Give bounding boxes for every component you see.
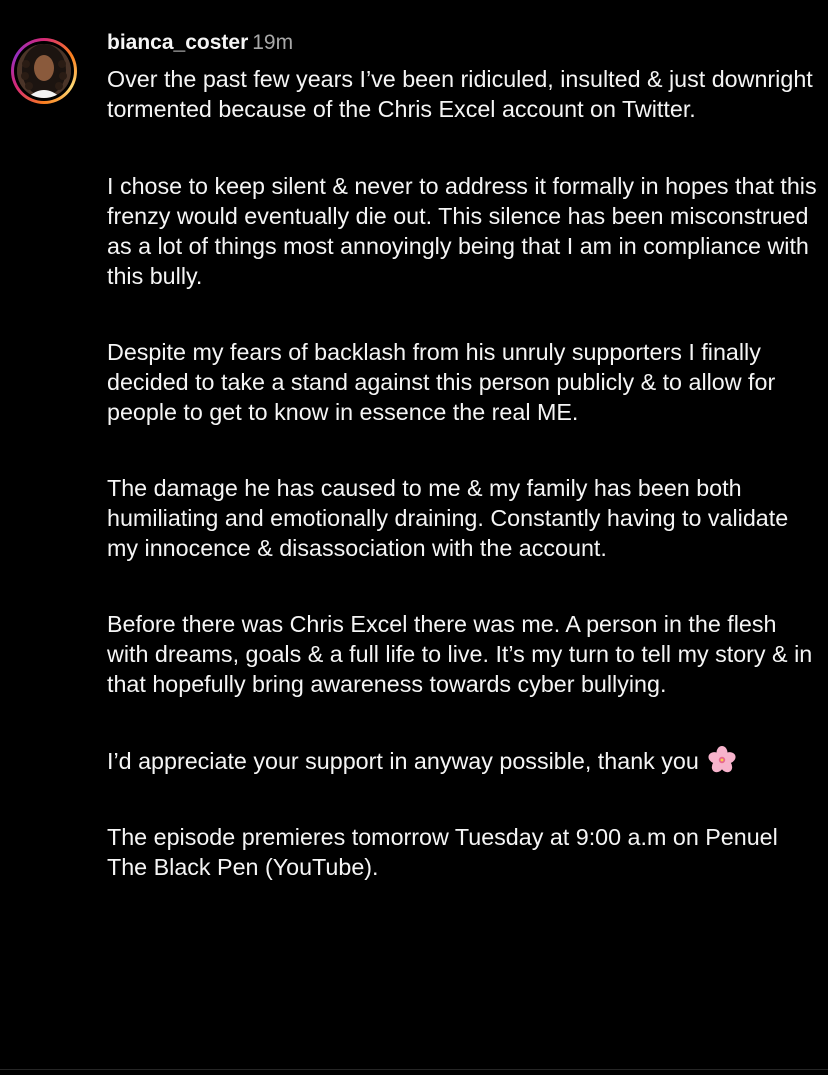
timestamp: 19m bbox=[252, 31, 294, 54]
cherry-blossom-icon bbox=[707, 745, 737, 775]
story-ring[interactable] bbox=[11, 38, 77, 104]
username-link[interactable]: bianca_coster bbox=[107, 31, 249, 54]
comment-header bbox=[107, 30, 293, 56]
avatar-border bbox=[14, 41, 74, 101]
paragraph: Despite my fears of backlash from his unruly supporters I finally decided to take a stand against this person publicly & to allow for people to get to know in essence the real ME. bbox=[107, 339, 776, 425]
paragraph: Over the past few years I’ve been ridiculed, insulted & just downright tormented because of the Chris Excel account on Twitter. bbox=[107, 66, 813, 122]
paragraph: I chose to keep silent & never to address it formally in hopes that this frenzy would eventually die out. This silence has been misconstrued as a lot of things most annoyingly being that I am in compliance with this bully. bbox=[107, 173, 817, 289]
avatar-image bbox=[17, 44, 71, 98]
paragraph-with-emoji bbox=[107, 745, 822, 776]
paragraph: Before there was Chris Excel there was me. A person in the flesh with dreams, goals & a full life to live. It’s my turn to tell my story & in that hopefully bring awareness towards cyber bullying. bbox=[107, 611, 813, 697]
comment-text bbox=[107, 64, 822, 928]
paragraph: The episode premieres tomorrow Tuesday at 9:00 a.m on Penuel The Black Pen (YouTube). bbox=[107, 824, 778, 880]
divider bbox=[0, 1069, 828, 1070]
paragraph: The damage he has caused to me & my family has been both humiliating and emotionally draining. Constantly having to validate my innocence & disassociation with the account. bbox=[107, 475, 789, 561]
paragraph: I’d appreciate your support in anyway possible, thank you bbox=[107, 748, 699, 774]
avatar[interactable] bbox=[17, 44, 71, 98]
